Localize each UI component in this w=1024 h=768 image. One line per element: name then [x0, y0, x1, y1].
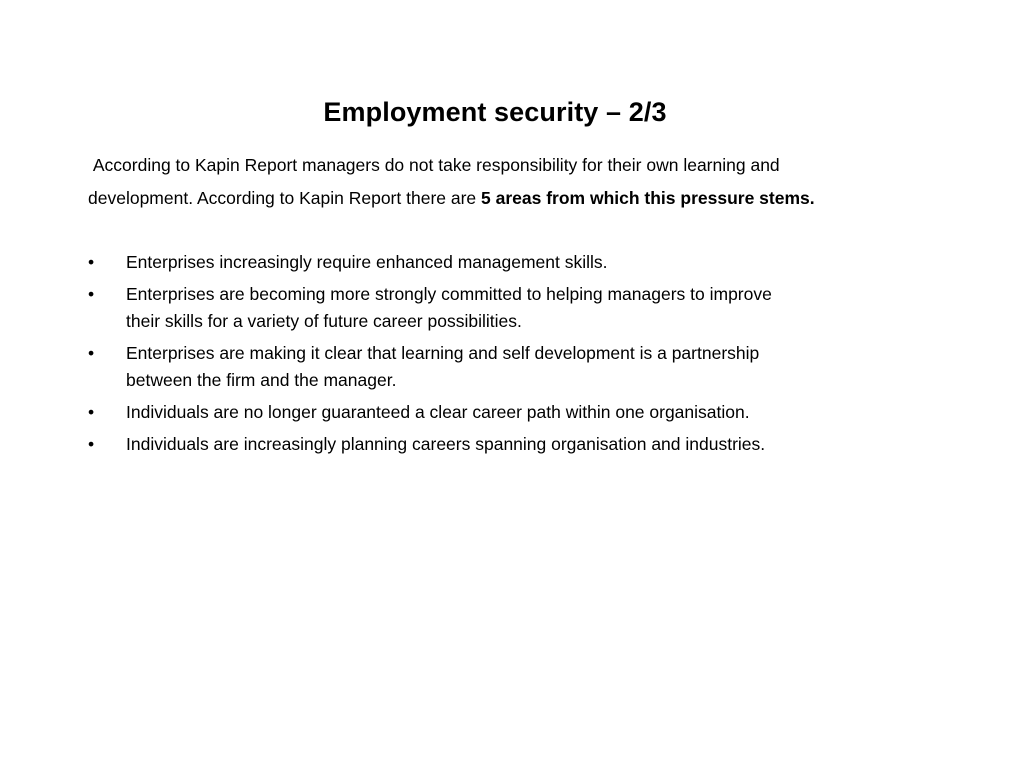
bullet-2-line-2: their skills for a variety of future career possibilities.	[126, 311, 522, 331]
bullet-marker: •	[88, 343, 95, 363]
intro-paragraph	[88, 149, 968, 215]
bullet-marker: •	[88, 434, 95, 454]
bullet-item-4	[88, 399, 928, 426]
bullet-item-5	[88, 431, 928, 458]
intro-line-2-text: development. According to Kapin Report there are	[88, 188, 482, 208]
bullet-3-line-1: Enterprises are making it clear that learning and self development is a partnership	[126, 343, 760, 363]
bullet-item-1	[88, 249, 928, 276]
bullet-5-line-1: Individuals are increasingly planning careers spanning organisation and industries.	[126, 434, 766, 454]
bullet-marker: •	[88, 402, 95, 422]
bullet-1-line-1: Enterprises increasingly require enhanced management skills.	[126, 252, 608, 272]
intro-emphasis: 5 areas from which this pressure stems.	[481, 188, 815, 208]
bullet-list	[88, 249, 928, 463]
bullet-4-line-1: Individuals are no longer guaranteed a clear career path within one organisation.	[126, 402, 750, 422]
bullet-2-line-1: Enterprises are becoming more strongly committed to helping managers to improve	[126, 284, 772, 304]
intro-line-2	[88, 182, 968, 215]
intro-line-1	[88, 149, 968, 182]
bullet-marker: •	[88, 252, 95, 272]
bullet-marker: •	[88, 284, 95, 304]
bullet-item-2	[88, 281, 928, 335]
bullet-item-3	[88, 340, 928, 394]
intro-line-1-text: According to Kapin Report managers do not take responsibility for their own learning and	[92, 155, 780, 175]
bullet-3-line-2: between the firm and the manager.	[126, 370, 397, 390]
slide-title: Employment security – 2/3	[323, 97, 667, 127]
